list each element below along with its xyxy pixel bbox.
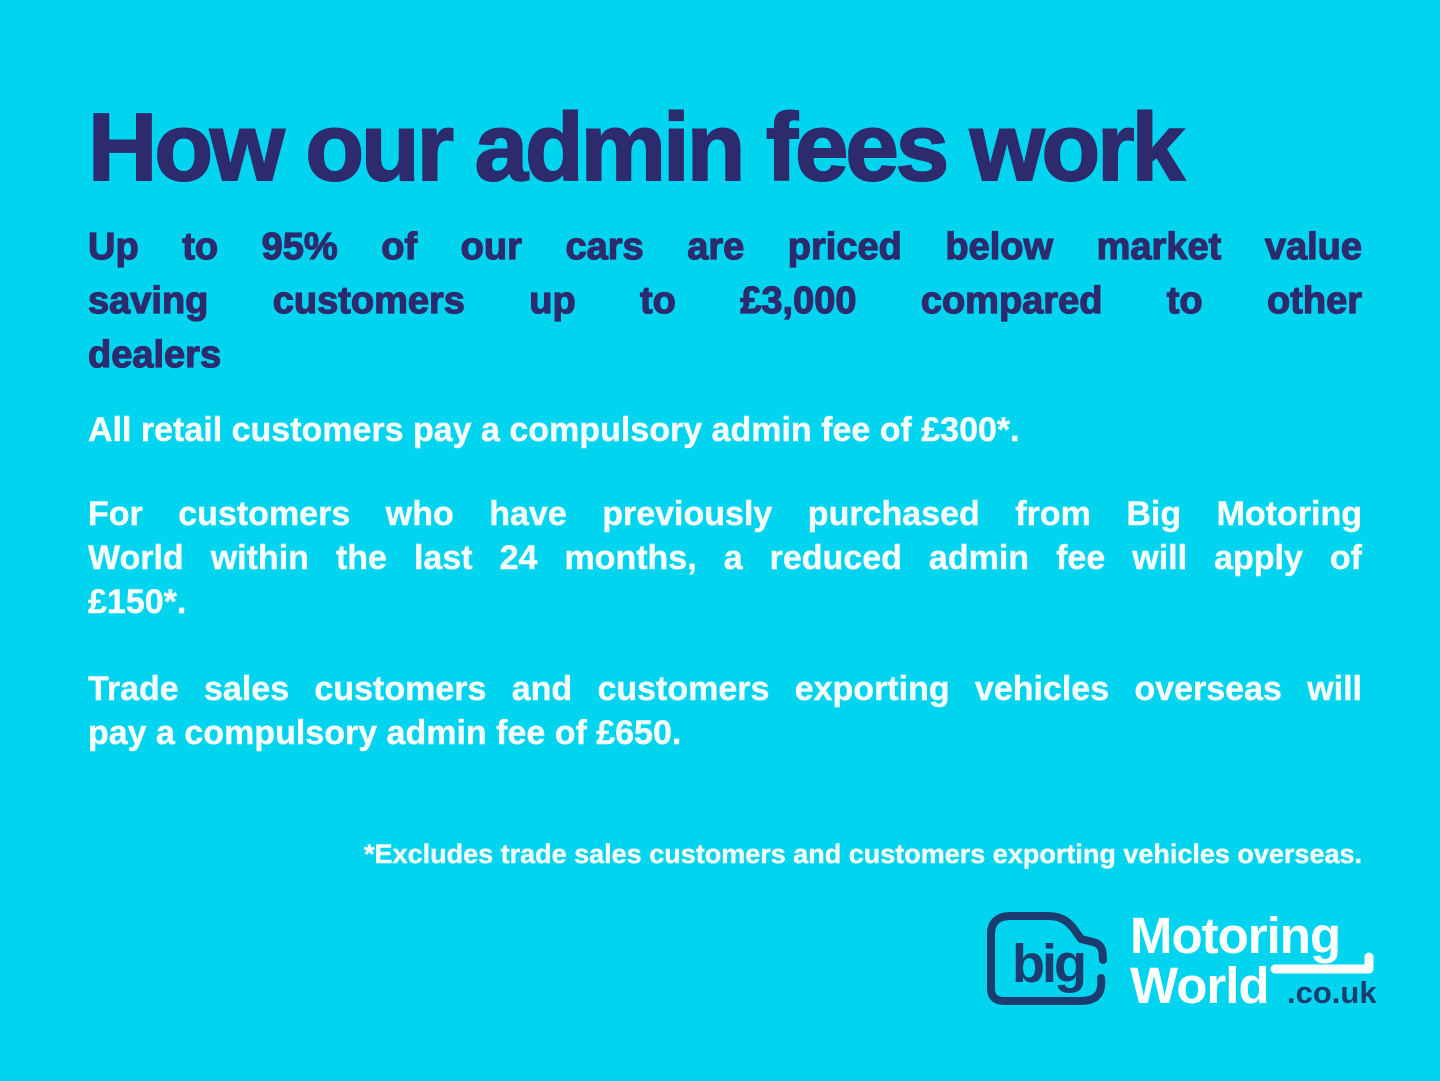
- page-title: How our admin fees work: [88, 94, 1182, 201]
- car-outline-icon: [991, 916, 1103, 1001]
- logo-world-text: World: [1130, 957, 1269, 1014]
- paragraph-returning-customer-fee: [88, 492, 1362, 624]
- paragraph-returning-line-1: For customers who have previously purchased from Big Motoring: [88, 495, 1362, 533]
- logo-domain-suffix: .co.uk: [1287, 975, 1377, 1010]
- paragraph-trade-export-fee: [88, 667, 1362, 755]
- paragraph-trade-line-2: pay a compulsory admin fee of £650.: [88, 714, 682, 752]
- footnote-exclusions: *Excludes trade sales customers and customers exporting vehicles overseas.: [364, 839, 1362, 869]
- subheading-line-1: Up to 95% of our cars are priced below market value: [88, 226, 1362, 268]
- subheading: [88, 220, 1362, 382]
- paragraph-trade-line-1: Trade sales customers and customers exporting vehicles overseas will: [88, 670, 1362, 708]
- subheading-line-3: dealers: [88, 334, 222, 376]
- paragraph-retail-fee: [88, 408, 1362, 452]
- big-motoring-world-logo: [984, 900, 1404, 1016]
- subheading-line-2: saving customers up to £3,000 compared to other: [88, 280, 1362, 322]
- paragraph-returning-line-3: £150*.: [88, 583, 187, 621]
- paragraph-retail-fee-line-1: All retail customers pay a compulsory admin fee of £300*.: [88, 411, 1020, 449]
- logo-big-label: big: [1012, 934, 1084, 994]
- paragraph-returning-line-2: World within the last 24 months, a reduced admin fee will apply of: [88, 539, 1362, 577]
- logo-motoring-text: Motoring: [1130, 907, 1341, 964]
